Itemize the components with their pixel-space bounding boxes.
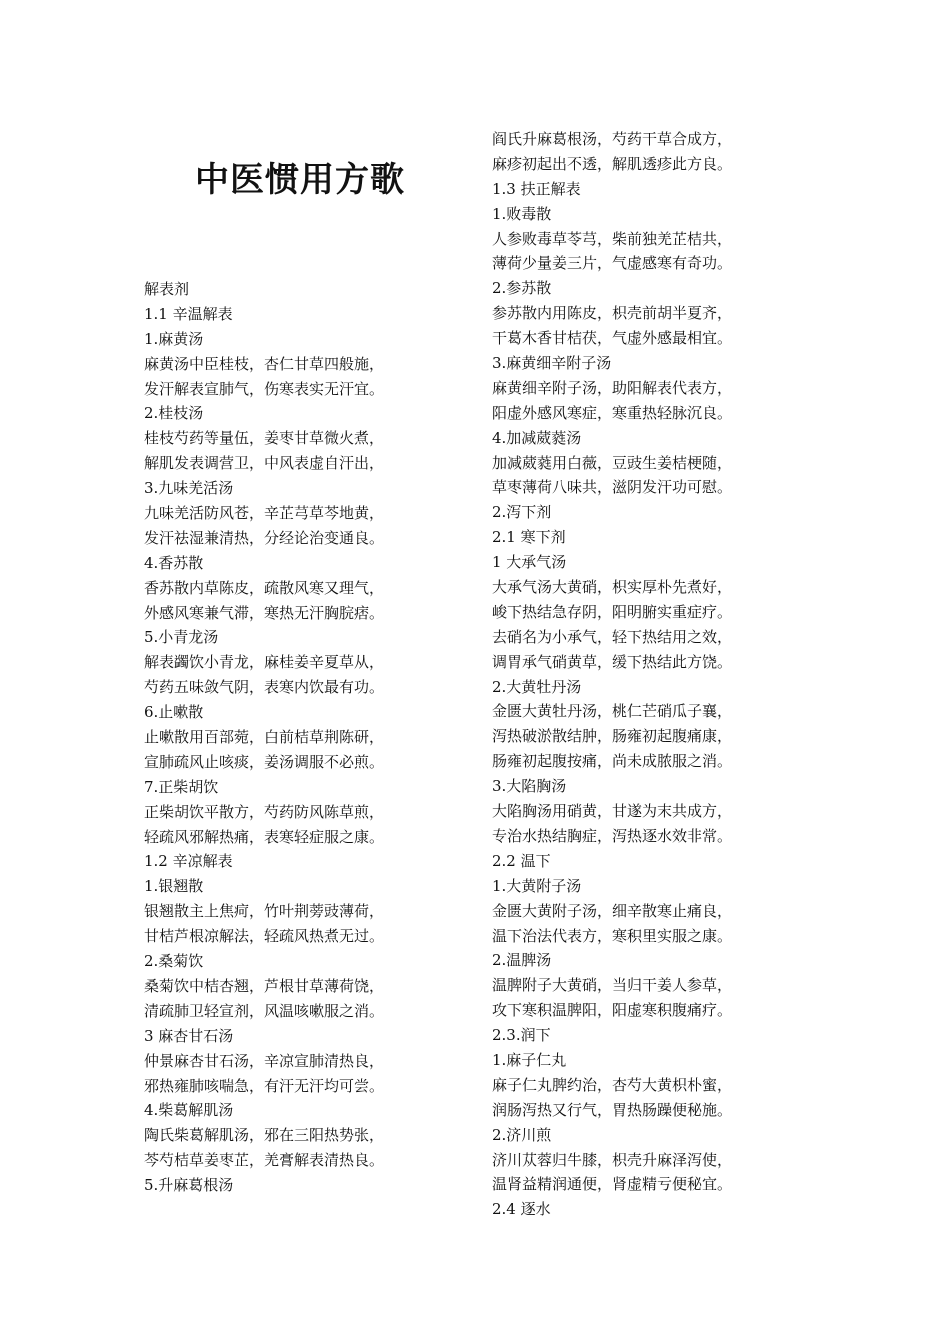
verse-line: 温肾益精润通便，肾虚精亏便秘宜。 [492,1175,733,1194]
verse-line: 干葛木香甘桔茯，气虚外感最相宜。 [492,329,733,348]
section-heading: 1.麻黄汤 [144,329,204,348]
section-heading: 3 麻杏甘石汤 [144,1026,234,1045]
section-heading: 2.4 逐水 [492,1200,551,1219]
verse-line: 正柴胡饮平散方，芍药防风陈草煎， [144,802,385,821]
section-heading: 2.大黄牡丹汤 [492,677,582,696]
verse-line: 金匮大黄牡丹汤，桃仁芒硝瓜子襄， [492,702,733,721]
page-title: 中医惯用方歌 [195,160,405,200]
verse-line: 大承气汤大黄硝，枳实厚朴先煮好， [492,578,733,597]
section-heading: 2.济川煎 [492,1125,552,1144]
verse-line: 金匮大黄附子汤，细辛散寒止痛良， [492,901,733,920]
left-column [144,277,444,1198]
verse-line: 发汗解表宣肺气，伤寒表实无汗宜。 [144,379,385,398]
verse-line: 解肌发表调营卫，中风表虚自汗出， [144,454,385,473]
section-heading: 4.香苏散 [144,553,204,572]
verse-line: 温脾附子大黄硝，当归干姜人参草， [492,976,733,995]
verse-line: 济川苁蓉归牛膝，枳壳升麻泽泻使， [492,1150,733,1169]
section-heading: 4.加减葳蕤汤 [492,428,582,447]
section-heading: 2.桂枝汤 [144,404,204,423]
section-heading: 2.泻下剂 [492,503,552,522]
verse-line: 麻疹初起出不透，解肌透疹此方良。 [492,154,733,173]
verse-line: 仲景麻杏甘石汤，辛凉宣肺清热良， [144,1051,385,1070]
verse-line: 人参败毒草苓芎，柴前独羌芷桔共， [492,229,733,248]
verse-line: 桂枝芍药等量伍，姜枣甘草微火煮， [144,429,385,448]
verse-line: 发汗祛湿兼清热，分经论治变通良。 [144,528,385,547]
section-heading: 1.1 辛温解表 [144,304,233,323]
section-heading: 1 大承气汤 [492,553,567,572]
section-heading: 解表剂 [144,280,190,298]
section-heading: 5.升麻葛根汤 [144,1176,234,1195]
verse-line: 止嗽散用百部菀，白前桔草荆陈研， [144,728,385,747]
section-heading: 1.3 扶正解表 [492,179,581,198]
verse-line: 肠雍初起腹按痛，尚未成脓服之消。 [492,752,733,771]
section-heading: 1.银翘散 [144,877,204,896]
section-heading: 1.败毒散 [492,204,552,223]
section-heading: 2.3.润下 [492,1026,551,1045]
verse-line: 轻疏风邪解热痛，表寒轻症服之康。 [144,827,385,846]
verse-line: 麻黄汤中臣桂枝，杏仁甘草四般施， [144,354,385,373]
verse-line: 九味羌活防风苍，辛芷芎草芩地黄， [144,504,385,523]
verse-line: 峻下热结急存阴，阳明腑实重症疗。 [492,602,733,621]
verse-line: 陶氏柴葛解肌汤，邪在三阳热势张， [144,1126,385,1145]
section-heading: 6.止嗽散 [144,703,204,722]
verse-line: 阎氏升麻葛根汤，芍药干草合成方， [492,130,733,148]
right-column [492,127,792,1222]
section-heading: 7.正柴胡饮 [144,777,219,796]
section-heading: 4.柴葛解肌汤 [144,1101,234,1120]
verse-line: 参苏散内用陈皮，枳壳前胡半夏齐， [492,304,733,323]
verse-line: 麻黄细辛附子汤，助阳解表代表方， [492,378,733,397]
verse-line: 加减葳蕤用白薇，豆豉生姜桔梗随， [492,453,733,472]
verse-line: 专治水热结胸症，泻热逐水效非常。 [492,826,733,845]
verse-line: 润肠泻热又行气，胃热肠躁便秘施。 [492,1100,733,1119]
section-heading: 1.2 辛凉解表 [144,852,233,871]
section-heading: 2.参苏散 [492,279,552,298]
section-heading: 2.1 寒下剂 [492,528,566,547]
section-heading: 3.大陷胸汤 [492,777,567,796]
verse-line: 大陷胸汤用硝黄，甘遂为末共成方， [492,802,733,821]
verse-line: 解表蠲饮小青龙，麻桂姜辛夏草从， [144,653,385,672]
verse-line: 泻热破淤散结肿，肠雍初起腹痛康， [492,727,733,746]
section-heading: 2.温脾汤 [492,951,552,970]
section-heading: 2.2 温下 [492,851,551,870]
verse-line: 芩芍桔草姜枣芷，羌膏解表清热良。 [144,1151,385,1170]
verse-line: 草枣薄荷八味共，滋阴发汗功可慰。 [492,478,733,497]
verse-line: 芍药五味敛气阴，表寒内饮最有功。 [144,678,385,697]
verse-line: 邪热雍肺咳喘急，有汗无汗均可尝。 [144,1076,385,1095]
section-heading: 5.小青龙汤 [144,628,219,647]
section-heading: 2.桑菊饮 [144,952,204,971]
verse-line: 调胃承气硝黄草，缓下热结此方饶。 [492,652,733,671]
verse-line: 清疏肺卫轻宣剂，风温咳嗽服之消。 [144,1001,385,1020]
verse-line: 银翘散主上焦疴，竹叶荆蒡豉薄荷， [144,902,385,921]
verse-line: 温下治法代表方，寒积里实服之康。 [492,926,733,945]
verse-line: 薄荷少量姜三片，气虚感寒有奇功。 [492,254,733,273]
verse-line: 攻下寒积温脾阳，阳虚寒积腹痛疗。 [492,1001,733,1020]
verse-line: 阳虚外感风寒症，寒重热轻脉沉良。 [492,403,733,422]
verse-line: 外感风寒兼气滞，寒热无汗胸脘痞。 [144,603,385,622]
verse-line: 桑菊饮中桔杏翘，芦根甘草薄荷饶， [144,976,385,995]
verse-line: 甘桔芦根凉解法，轻疏风热煮无过。 [144,927,385,946]
section-heading: 1.麻子仁丸 [492,1050,567,1069]
verse-line: 宣肺疏风止咳痰，姜汤调服不必煎。 [144,752,385,771]
verse-line: 去硝名为小承气，轻下热结用之效， [492,627,733,646]
section-heading: 1.大黄附子汤 [492,876,582,895]
verse-line: 香苏散内草陈皮，疏散风寒又理气， [144,578,385,597]
verse-line: 麻子仁丸脾约治，杏芍大黄枳朴蜜， [492,1075,733,1094]
section-heading: 3.麻黄细辛附子汤 [492,354,612,373]
section-heading: 3.九味羌活汤 [144,479,234,498]
